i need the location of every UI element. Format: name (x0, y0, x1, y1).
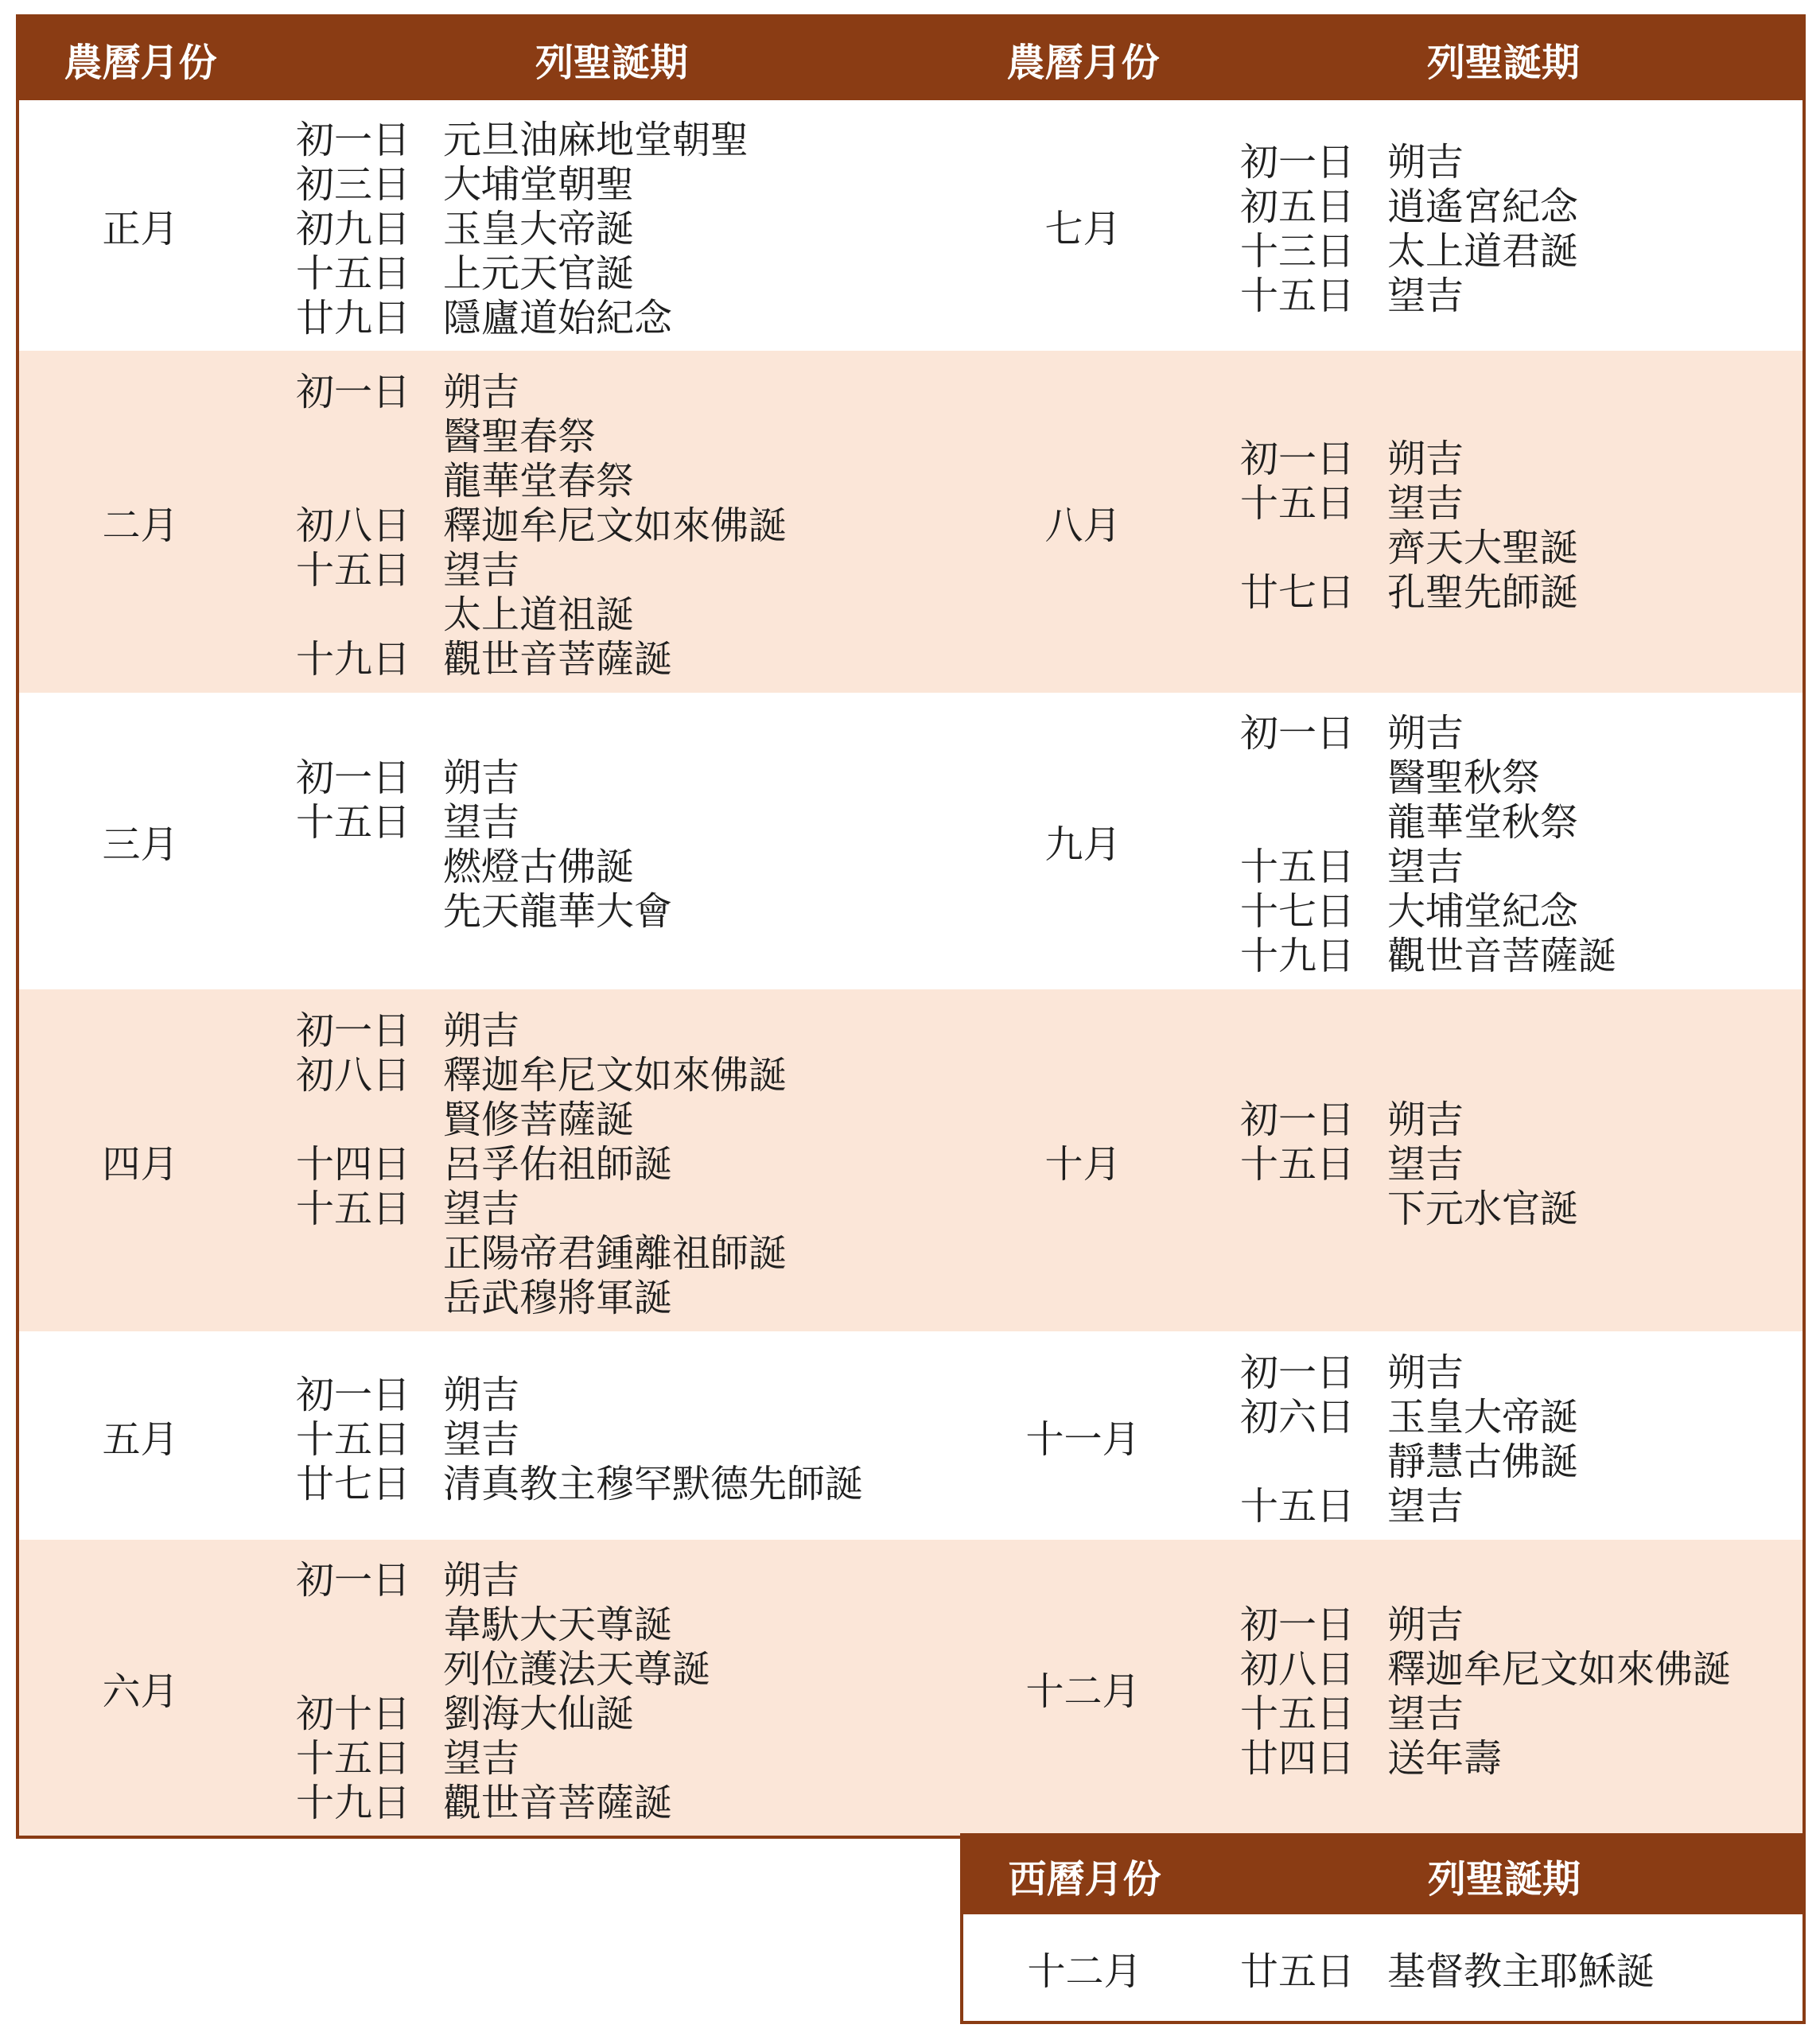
entry-line (296, 1732, 710, 1781)
entry-event: 朔吉 (443, 1008, 520, 1053)
month-label: 五月 (102, 1416, 179, 1462)
entry-event: 釋迦牟尼文如來佛誕 (443, 1052, 788, 1098)
entry-list (1240, 989, 1578, 1331)
table-row (19, 100, 1802, 351)
entry-line (1240, 1599, 1731, 1647)
entry-event: 望吉 (443, 1735, 520, 1781)
entry-line (296, 1369, 863, 1417)
entry-event: 呂孚佑祖師誕 (443, 1141, 673, 1187)
entry-event: 孔聖先師誕 (1387, 569, 1579, 615)
entry-day: 初一日 (1240, 1350, 1355, 1395)
entry-event: 劉海大仙誕 (443, 1691, 635, 1736)
entry-event: 朔吉 (443, 1557, 520, 1603)
entry-list (1240, 1914, 1655, 2021)
entry-line (1240, 433, 1578, 481)
entry-day: 十五日 (296, 251, 411, 296)
entry-day: 十七日 (1240, 889, 1355, 934)
entry-day: 廿五日 (1240, 1949, 1355, 1994)
entry-day: 十九日 (296, 1780, 411, 1825)
entry-list (1240, 100, 1578, 351)
entry-line (296, 886, 673, 934)
entry-event: 送年壽 (1387, 1735, 1503, 1781)
entry-day: 廿七日 (296, 1461, 411, 1506)
entry-event: 望吉 (1387, 1141, 1464, 1187)
month-label: 六月 (102, 1669, 179, 1714)
entry-event: 朔吉 (443, 369, 520, 414)
entry-event: 下元水官誕 (1387, 1186, 1579, 1231)
entry-event: 韋馱大天尊誕 (443, 1602, 673, 1647)
entry-list (296, 989, 787, 1331)
entry-event: 朔吉 (1387, 711, 1464, 756)
entry-line (296, 159, 749, 207)
entry-event: 上元天官誕 (443, 251, 635, 296)
entry-line (1240, 137, 1578, 185)
entry-line (296, 248, 749, 296)
entry-day: 十三日 (1240, 229, 1355, 274)
entry-event: 望吉 (443, 1186, 520, 1231)
table-row (19, 693, 1802, 989)
entry-line (296, 1777, 710, 1825)
entry-event: 望吉 (1387, 1691, 1464, 1736)
month-label: 正月 (102, 207, 179, 251)
entry-event: 望吉 (443, 800, 520, 845)
entry-day: 十五日 (296, 1735, 411, 1781)
entry-event: 元旦油麻地堂朝聖 (443, 118, 749, 162)
entry-line (1240, 841, 1616, 889)
entry-event: 朔吉 (1387, 1097, 1464, 1142)
entry-day: 十九日 (296, 636, 411, 682)
entry-day: 十五日 (1240, 1141, 1355, 1187)
entry-event: 醫聖春祭 (443, 414, 597, 459)
entry-line (1240, 477, 1578, 526)
entry-line (1240, 797, 1616, 845)
entry-line (1240, 931, 1617, 978)
entry-event: 望吉 (1387, 1483, 1464, 1529)
entry-day: 初一日 (296, 1557, 411, 1603)
entry-day: 十五日 (1240, 1483, 1355, 1529)
entry-line (1240, 1346, 1578, 1395)
entry-line (1240, 1436, 1579, 1484)
entry-event: 正陽帝君鍾離祖師誕 (443, 1230, 788, 1276)
entry-event: 太上道祖誕 (443, 592, 635, 637)
entry-event: 先天龍華大會 (443, 889, 673, 934)
entry-day: 初一日 (1240, 1602, 1355, 1647)
entry-line (296, 115, 749, 162)
entry-line (296, 797, 672, 845)
entry-day: 十五日 (1240, 845, 1355, 889)
month-label: 十月 (1044, 1141, 1122, 1187)
entry-line (296, 1554, 710, 1603)
entry-event: 望吉 (443, 1416, 520, 1462)
entry-line (296, 544, 787, 593)
entry-line (296, 1094, 787, 1142)
entry-line (296, 455, 787, 503)
entry-event: 岳武穆將軍誕 (443, 1275, 673, 1320)
entry-day: 初一日 (296, 1372, 411, 1417)
entry-event: 朔吉 (443, 1372, 520, 1417)
entry-day: 初九日 (296, 207, 411, 251)
entry-event: 朔吉 (1387, 140, 1464, 185)
entry-list (1240, 351, 1578, 693)
entry-day: 初六日 (1240, 1394, 1355, 1440)
header-birthdays-right: 列聖誕期 (1426, 40, 1580, 85)
month-label: 二月 (102, 503, 179, 548)
entry-line (296, 752, 672, 800)
entry-day: 十五日 (1240, 1691, 1355, 1736)
entry-event: 朔吉 (443, 756, 520, 800)
entry-event: 朔吉 (1387, 1350, 1464, 1395)
entry-event: 龍華堂春祭 (443, 458, 635, 503)
entry-event: 望吉 (1387, 274, 1464, 318)
entry-list (1240, 693, 1616, 989)
entry-line (296, 589, 787, 637)
table-row (19, 989, 1802, 1331)
entry-day: 十五日 (1240, 274, 1355, 318)
entry-line (296, 1049, 788, 1098)
entry-line (296, 499, 788, 548)
entry-event: 列位護法天尊誕 (443, 1646, 711, 1692)
header-birthdays-left: 列聖誕期 (535, 40, 688, 85)
entry-event: 齊天大聖誕 (1387, 525, 1579, 570)
entry-event: 朔吉 (1387, 1602, 1464, 1647)
entry-line (296, 410, 787, 459)
entry-event: 逍遙宮紀念 (1387, 185, 1579, 229)
entry-event: 龍華堂秋祭 (1387, 800, 1579, 845)
entry-line (296, 1004, 787, 1053)
entry-day: 十五日 (296, 800, 411, 845)
entry-day: 廿四日 (1240, 1735, 1355, 1781)
table-row (963, 1914, 1802, 2021)
entry-day: 初一日 (1240, 140, 1355, 185)
entry-event: 玉皇大帝誕 (443, 207, 635, 251)
entry-list (296, 351, 787, 693)
entry-line (1240, 181, 1579, 229)
entry-line (296, 293, 749, 340)
entry-day: 十四日 (296, 1141, 411, 1187)
entry-line (1240, 886, 1616, 934)
month-label: 九月 (1044, 822, 1122, 867)
entry-day: 初八日 (296, 1052, 411, 1098)
entry-event: 大埔堂朝聖 (443, 162, 635, 207)
entry-event: 朔吉 (1387, 436, 1464, 481)
entry-line (1240, 1732, 1731, 1781)
western-calendar-table (960, 1833, 1806, 2024)
entry-event: 觀世音菩薩誕 (1387, 934, 1617, 978)
entry-line (296, 1183, 787, 1231)
entry-day: 初一日 (296, 1008, 411, 1053)
entry-event: 基督教主耶穌誕 (1387, 1949, 1655, 1994)
entry-list (296, 693, 672, 989)
entry-line (296, 1643, 711, 1692)
table-row (19, 1540, 1802, 1836)
entry-event: 望吉 (1387, 480, 1464, 526)
entry-line (296, 1272, 787, 1320)
entry-list (1240, 1331, 1578, 1540)
month-label: 十二月 (1025, 1669, 1141, 1714)
entry-day: 十九日 (1240, 934, 1355, 978)
entry-event: 望吉 (1387, 845, 1464, 889)
entry-day: 初三日 (296, 162, 411, 207)
entry-day: 初八日 (1240, 1646, 1355, 1692)
month-label: 八月 (1044, 503, 1122, 548)
header-lunar-month-right: 農曆月份 (1006, 40, 1160, 85)
entry-list (296, 1331, 863, 1540)
entry-day: 初一日 (296, 756, 411, 800)
entry-line (296, 1138, 787, 1187)
entry-day: 初五日 (1240, 185, 1355, 229)
entry-day: 廿七日 (1240, 569, 1355, 615)
entry-line (296, 1227, 788, 1276)
entry-line (296, 1599, 710, 1647)
entry-day: 初十日 (296, 1691, 411, 1736)
entry-event: 觀世音菩薩誕 (443, 1780, 673, 1825)
entry-line (1240, 522, 1579, 570)
table-row (19, 1331, 1802, 1540)
month-label: 十二月 (1027, 1949, 1142, 1994)
entry-list (296, 100, 749, 351)
entry-line (296, 841, 672, 889)
entry-line (1240, 1183, 1579, 1231)
entry-line (1240, 1391, 1579, 1440)
festival-calendar-table (16, 14, 1806, 1839)
entry-day: 初一日 (1240, 1097, 1355, 1142)
month-label: 四月 (102, 1141, 179, 1187)
entry-line (296, 1413, 863, 1462)
table-header (19, 17, 1802, 100)
month-label: 七月 (1044, 207, 1122, 251)
entry-list (1240, 1540, 1731, 1836)
entry-event: 觀世音菩薩誕 (443, 636, 673, 682)
header-birthdays-western: 列聖誕期 (1427, 1856, 1581, 1902)
entry-day: 十五日 (296, 1416, 411, 1462)
entry-event: 太上道君誕 (1387, 229, 1579, 274)
table-header (963, 1836, 1802, 1914)
entry-line (1240, 1480, 1578, 1529)
table-row (19, 351, 1802, 693)
entry-event: 釋迦牟尼文如來佛誕 (1387, 1646, 1732, 1692)
entry-line (1240, 1094, 1578, 1142)
entry-day: 十五日 (296, 1186, 411, 1231)
entry-day: 廿九日 (296, 296, 411, 340)
entry-line (1240, 752, 1616, 800)
entry-day: 十五日 (1240, 480, 1355, 526)
entry-line (296, 1688, 710, 1736)
entry-event: 大埔堂紀念 (1387, 889, 1579, 934)
entry-day: 初一日 (296, 118, 411, 162)
entry-line (1240, 1138, 1578, 1187)
entry-day: 初八日 (296, 503, 411, 548)
entry-event: 燃燈古佛誕 (443, 845, 635, 889)
entry-line (296, 204, 749, 251)
entry-event: 望吉 (443, 547, 520, 593)
entry-event: 隱廬道始紀念 (443, 296, 673, 340)
entry-day: 初一日 (1240, 436, 1355, 481)
entry-line (1240, 708, 1616, 756)
entry-event: 玉皇大帝誕 (1387, 1394, 1579, 1440)
month-label: 三月 (102, 822, 179, 867)
entry-line (296, 1458, 864, 1506)
entry-line (1240, 1688, 1731, 1736)
entry-event: 清真教主穆罕默德先師誕 (443, 1461, 864, 1506)
entry-line (1240, 1945, 1655, 1994)
entry-event: 賢修菩薩誕 (443, 1097, 635, 1142)
entry-day: 初一日 (296, 369, 411, 414)
entry-day: 初一日 (1240, 711, 1355, 756)
header-lunar-month-left: 農曆月份 (64, 40, 217, 85)
entry-line (1240, 566, 1579, 615)
month-label: 十一月 (1025, 1416, 1141, 1462)
entry-line (1240, 1643, 1732, 1692)
entry-line (296, 366, 787, 414)
entry-day: 十五日 (296, 547, 411, 593)
entry-line (1240, 226, 1579, 274)
entry-line (1240, 270, 1578, 318)
entry-event: 釋迦牟尼文如來佛誕 (443, 503, 788, 548)
entry-event: 靜慧古佛誕 (1387, 1439, 1579, 1484)
entry-event: 醫聖秋祭 (1387, 756, 1541, 800)
entry-list (296, 1540, 710, 1836)
entry-line (296, 633, 787, 682)
header-western-month: 西曆月份 (1008, 1856, 1161, 1902)
